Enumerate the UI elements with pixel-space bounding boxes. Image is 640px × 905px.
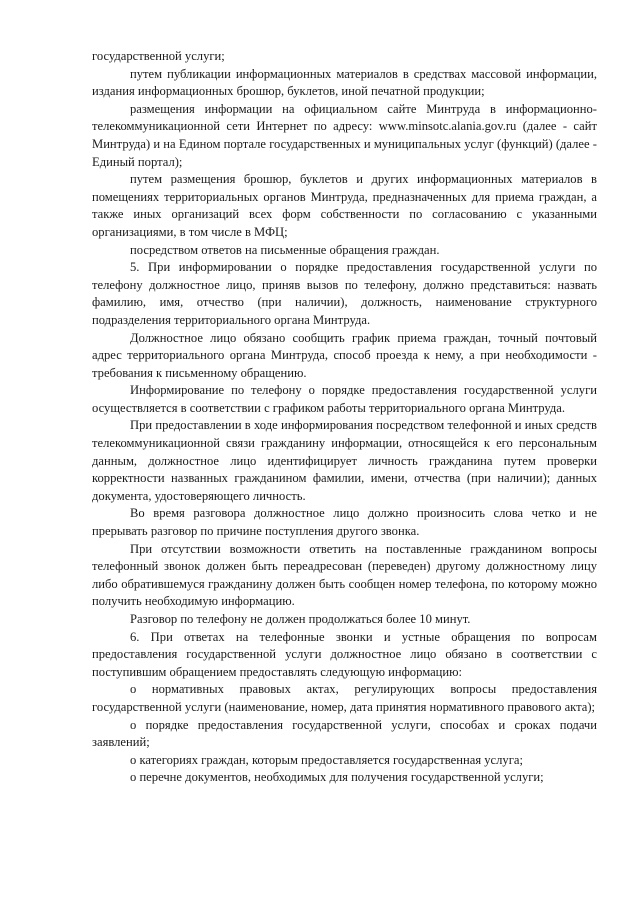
paragraph: государственной услуги; xyxy=(92,49,225,63)
paragraph: При отсутствии возможности ответить на поставленные гражданином вопросы телефонный звонок должен быть переадресован (переведен) другому должностному лицу либо обратившемуся гражданину должен быть сообщен номер телефона, по которому можно получить необходимую информацию. xyxy=(92,541,597,609)
document-page xyxy=(92,48,597,787)
paragraph: размещения информации на официальном сайте Минтруда в информационно-телекоммуникационной сети Интернет по адресу: www.minsotc.alania.gov.ru (далее - сайт Минтруда) и на Едином портале государственных и муниципальных услуг (функций) (далее - Единый портал); xyxy=(92,101,597,169)
paragraph: 5. При информировании о порядке предоставления государственной услуги по телефону должностное лицо, приняв вызов по телефону, должно представиться: назвать фамилию, имя, отчество (при наличии), должность, наименование структурного подразделения территориального органа Минтруда. xyxy=(92,260,597,327)
paragraph: о нормативных правовых актах, регулирующих вопросы предоставления государственной услуги (наименование, номер, дата принятия нормативного правового акта); xyxy=(92,682,597,714)
paragraph: При предоставлении в ходе информирования посредством телефонной и иных средств телекоммуникационной связи гражданину информации, относящейся к его персональным данным, должностное лицо идентифицирует личность гражданина путем проверки корректности названных гражданином фамилии, имени, отчества (при наличии); данных документа, удостоверяющего личность. xyxy=(92,418,597,503)
paragraph: Должностное лицо обязано сообщить график приема граждан, точный почтовый адрес территориального органа Минтруда, способ проезда к нему, а при необходимости - требования к письменному обращению. xyxy=(92,330,597,380)
paragraph: о порядке предоставления государственной услуги, способах и сроках подачи заявлений; xyxy=(92,717,597,750)
paragraph: посредством ответов на письменные обращения граждан. xyxy=(130,242,440,257)
paragraph: Информирование по телефону о порядке предоставления государственной услуги осуществляется в соответствии с графиком работы территориального органа Минтруда. xyxy=(92,383,597,415)
paragraph: Во время разговора должностное лицо должно произносить слова четко и не прерывать разговор по причине поступления другого звонка. xyxy=(92,506,597,539)
paragraph: путем публикации информационных материалов в средствах массовой информации, издания информационных брошюр, буклетов, иной печатной продукции; xyxy=(92,66,597,99)
paragraph: путем размещения брошюр, буклетов и других информационных материалов в помещениях территориальных органов Минтруда, предназначенных для приема граждан, а также иных организаций всех форм собственности по согласованию с указанными организациями, в том числе в МФЦ; xyxy=(92,172,597,239)
paragraph: Разговор по телефону не должен продолжаться более 10 минут. xyxy=(130,612,471,626)
paragraph: 6. При ответах на телефонные звонки и устные обращения по вопросам предоставления государственной услуги должностное лицо обязано в соответствии с поступившим обращением предоставлять следующую информацию: xyxy=(92,629,597,679)
paragraph: о категориях граждан, которым предоставляется государственная услуга; xyxy=(130,752,523,767)
paragraph: о перечне документов, необходимых для получения государственной услуги; xyxy=(130,770,544,785)
